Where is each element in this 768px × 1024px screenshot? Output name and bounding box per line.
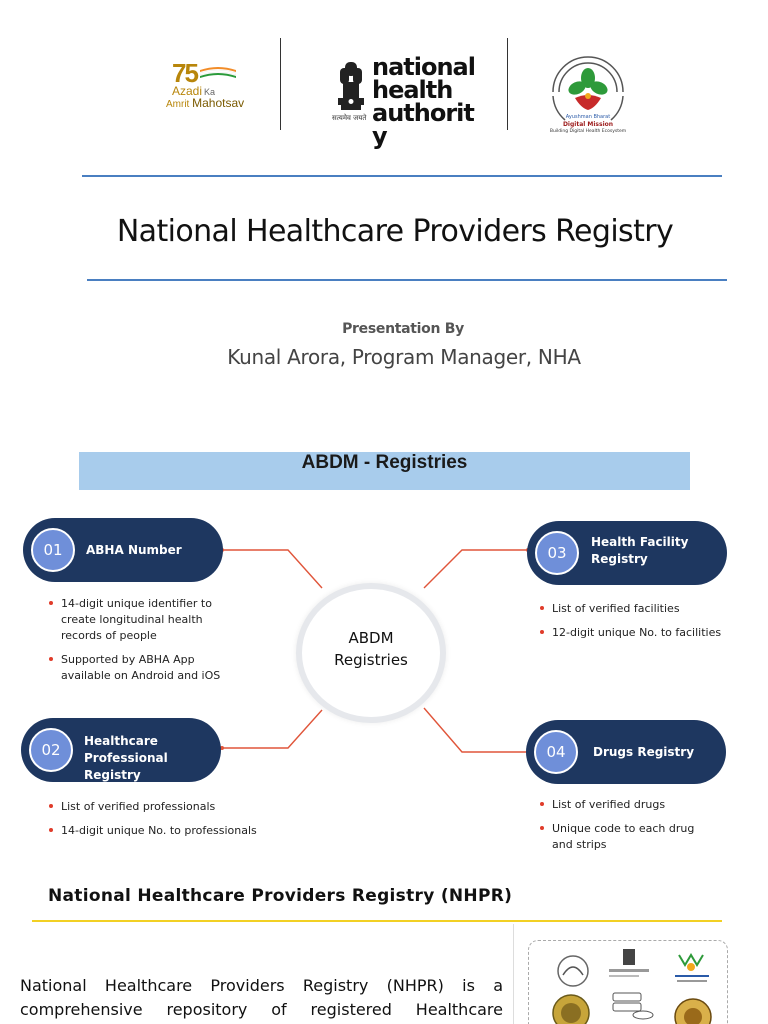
connector-04: [424, 708, 528, 752]
abdm-caption-2: Digital Mission: [562, 121, 614, 128]
registry-03-pill[interactable]: [527, 521, 727, 585]
registry-02-number: 02: [29, 728, 73, 772]
registry-04-pill[interactable]: [526, 720, 726, 784]
registry-01-label: ABHA Number: [86, 543, 182, 557]
abdm-hub-label: ABDM Registries: [334, 629, 408, 669]
list-item: 14-digit unique identifier to create longitudinal health records of people: [47, 596, 227, 644]
nhpr-title-rule: [32, 920, 722, 922]
list-item: Unique code to each drug and strips: [538, 821, 718, 853]
abdm-caption-1: Ayushman Bharat: [565, 114, 611, 120]
registry-03-number: 03: [535, 531, 579, 575]
list-item: List of verified facilities: [538, 601, 753, 617]
registry-02-bullets: [47, 799, 307, 847]
registry-02-label: Healthcare Professional Registry: [84, 734, 168, 782]
registry-01-number: 01: [31, 528, 75, 572]
registry-04-bullets: [538, 797, 718, 861]
section-divider: [513, 924, 514, 1024]
list-item: Supported by ABHA App available on Android and iOS: [47, 652, 227, 684]
azadi-line1: Azadi Ka: [172, 84, 216, 98]
connector-01: [222, 550, 322, 588]
page-title: National Healthcare Providers Registry: [116, 214, 674, 249]
registries-banner: ABDM - Registries: [79, 452, 690, 490]
registry-03-label: Health Facility Registry: [591, 535, 689, 566]
presenter-name: Kunal Arora, Program Manager, NHA: [227, 345, 581, 369]
list-item: 12-digit unique No. to facilities: [538, 625, 753, 641]
presentation-by-label: Presentation By: [342, 321, 464, 337]
list-item: 14-digit unique No. to professionals: [47, 823, 307, 839]
nha-wordmark: national health authority: [372, 53, 475, 150]
council-logos-panel: [528, 940, 728, 1024]
list-item: List of verified drugs: [538, 797, 718, 813]
registry-02-pill[interactable]: [21, 718, 221, 782]
registry-04-number: 04: [534, 730, 578, 774]
azadi-75: 75: [172, 58, 197, 88]
registry-03-bullets: [538, 601, 753, 649]
azadi-line2: Amrit Mahotsav: [166, 96, 245, 110]
council-logos-icon: [529, 941, 729, 1024]
nhpr-section-title: National Healthcare Providers Registry (NHPR): [48, 886, 513, 906]
connector-02: [222, 710, 322, 748]
registry-01-bullets: [47, 596, 227, 692]
satyamev-jayate: सत्यमेव जयते: [332, 114, 367, 122]
nhpr-description: National Healthcare Providers Registry (NHPR) is a comprehensive repository of registered Healthcare: [20, 976, 503, 1019]
connector-03: [424, 550, 528, 588]
registry-04-label: Drugs Registry: [593, 745, 695, 759]
list-item: List of verified professionals: [47, 799, 307, 815]
registry-01-pill[interactable]: [23, 518, 223, 582]
abdm-caption-3: Building Digital Health Ecosystem: [549, 129, 627, 134]
